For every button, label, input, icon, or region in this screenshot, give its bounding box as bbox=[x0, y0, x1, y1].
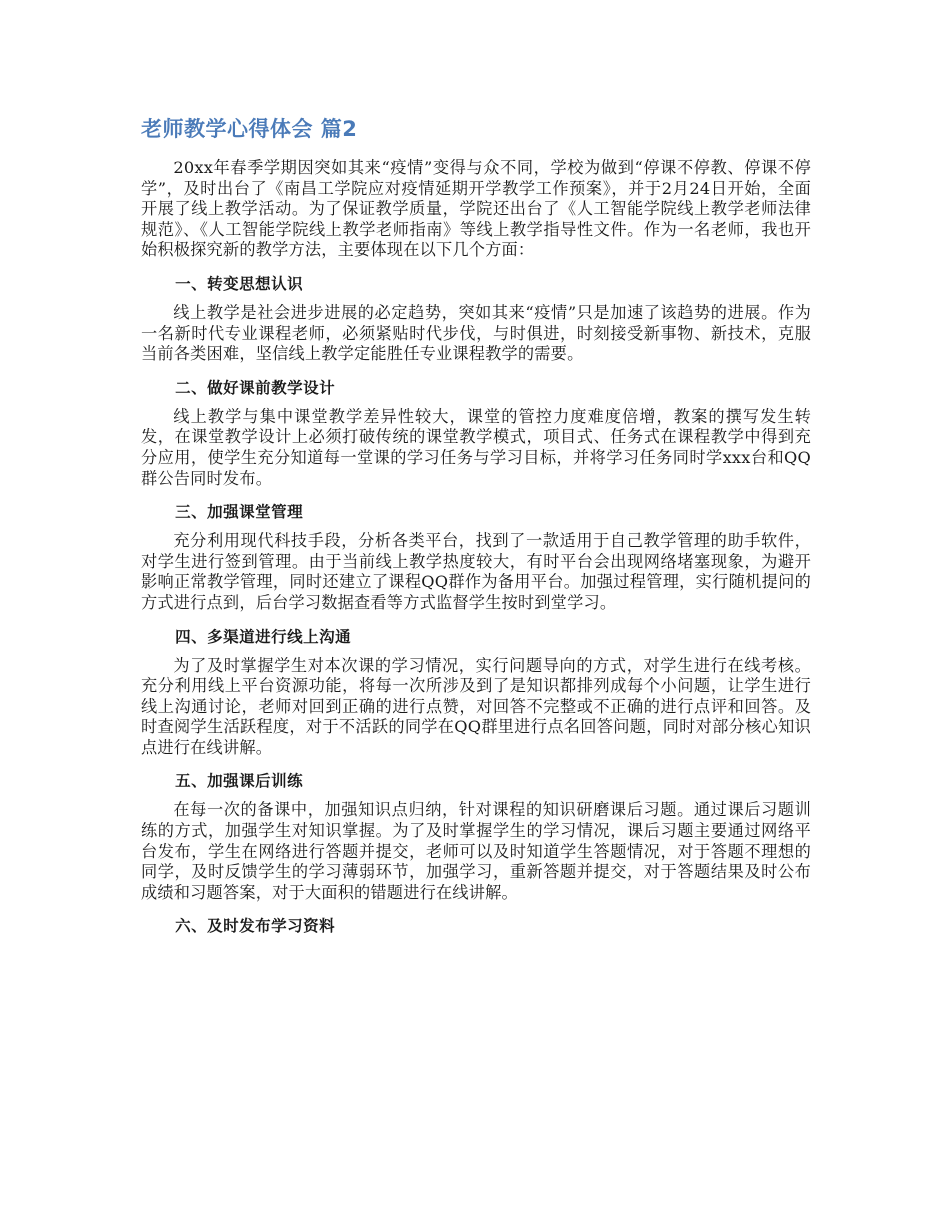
section-body-5: 在每一次的备课中，加强知识点归纳，针对课程的知识研磨课后习题。通过课后习题训练的方式，加强学生对知识掌握。为了及时掌握学生的学习情况，课后习题主要通过网络平台发布，学生在网络进行答题并提交，老师可以及时知道学生答题情况，对于答题不理想的同学，及时反馈学生的学习薄弱环节，加强学习，重新答题并提交，对于答题结果及时公布成绩和习题答案，对于大面积的错题进行在线讲解。 bbox=[141, 800, 811, 902]
section-heading-2: 二、做好课前教学设计 bbox=[175, 378, 336, 397]
section-heading-6: 六、及时发布学习资料 bbox=[175, 917, 336, 936]
document-page bbox=[141, 114, 811, 945]
section-heading-3: 三、加强课堂管理 bbox=[175, 503, 304, 522]
section-body-1: 线上教学是社会进步进展的必定趋势，突如其来“疫情”只是加速了该趋势的进展。作为一名新时代专业课程老师，必须紧贴时代步伐，与时俱进，时刻接受新事物、新技术，克服当前各类困难，坚信线上教学定能胜任专业课程教学的需要。 bbox=[141, 302, 811, 364]
section-heading-4: 四、多渠道进行线上沟通 bbox=[175, 627, 352, 646]
section-heading-1: 一、转变思想认识 bbox=[175, 274, 304, 293]
intro-paragraph: 20xx年春季学期因突如其来“疫情”变得与众不同，学校为做到“停课不停教、停课不停学”，及时出台了《南昌工学院应对疫情延期开学教学工作预案》，并于2月24日开始，全面开展了线上教学活动。为了保证教学质量，学院还出台了《人工智能学院线上教学老师法律规范》、《人工智能学院线上教学老师指南》等线上教学指导性文件。作为一名老师，我也开始积极探究新的教学方法，主要体现在以下几个方面： bbox=[141, 158, 811, 260]
section-body-4: 为了及时掌握学生对本次课的学习情况，实行问题导向的方式，对学生进行在线考核。充分利用线上平台资源功能，将每一次所涉及到了是知识都排列成每个小问题，让学生进行线上沟通讨论，老师对回到正确的进行点赞，对回答不完整或不正确的进行点评和回答。及时查阅学生活跃程度，对于不活跃的同学在QQ群里进行点名回答问题，同时对部分核心知识点进行在线讲解。 bbox=[141, 655, 811, 757]
document-title: 老师教学心得体会 篇2 bbox=[141, 117, 358, 141]
section-heading-5: 五、加强课后训练 bbox=[175, 772, 304, 791]
section-body-3: 充分利用现代科技手段，分析各类平台，找到了一款适用于自己教学管理的助手软件，对学生进行签到管理。由于当前线上教学热度较大，有时平台会出现网络堵塞现象，为避开影响正常教学管理，同时还建立了课程QQ群作为备用平台。加强过程管理，实行随机提问的方式进行点到，后台学习数据查看等方式监督学生按时到堂学习。 bbox=[141, 531, 811, 612]
section-body-2: 线上教学与集中课堂教学差异性较大，课堂的管控力度难度倍增，教案的撰写发生转发，在课堂教学设计上必须打破传统的课堂教学模式，项目式、任务式在课程教学中得到充分应用，使学生充分知道每一堂课的学习任务与学习目标，并将学习任务同时学xxx台和QQ群公告同时发布。 bbox=[141, 406, 811, 488]
